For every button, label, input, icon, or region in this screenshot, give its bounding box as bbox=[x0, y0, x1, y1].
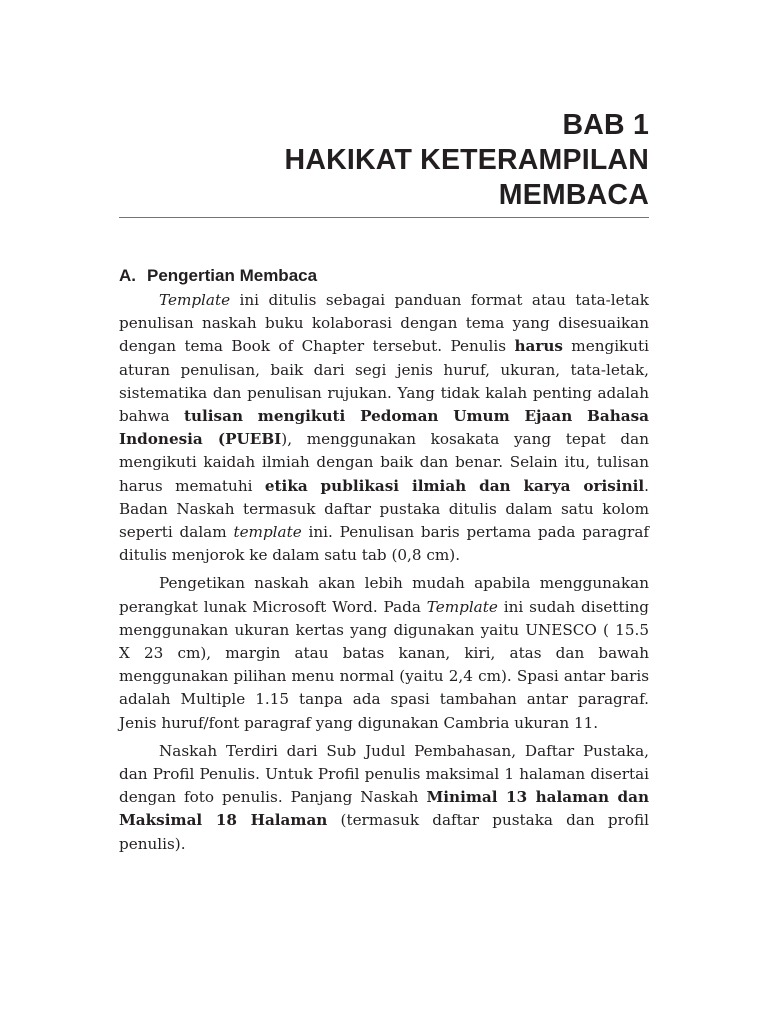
chapter-title-line-2: MEMBACA bbox=[498, 179, 649, 211]
heading-divider bbox=[119, 217, 649, 218]
p3-bold-halaman: Minimal 13 halaman dan Maksimal 18 Halaman bbox=[119, 788, 649, 830]
p1-text-d: . Badan Naskah termasuk daftar pustaka ditulis dalam satu kolom seperti dalam bbox=[119, 476, 649, 542]
p1-text-e: ini. Penulisan baris pertama pada paragraf ditulis menjorok ke dalam satu tab (0,8 cm). bbox=[119, 523, 649, 565]
paragraph-2 bbox=[119, 572, 649, 734]
p3-text-a: Naskah Terdiri dari Sub Judul Pembahasan, Daftar Pustaka, dan Profil Penulis. Untuk Profil penulis maksimal 1 halaman disertai dengan foto penulis. Panjang Naskah bbox=[119, 741, 649, 807]
p2-italic-template: Template bbox=[426, 597, 498, 616]
section-number: A. bbox=[119, 266, 136, 285]
p1-bold-puebi: tulisan mengikuti Pedoman Umum Ejaan Bahasa Indonesia (PUEBI bbox=[119, 407, 649, 449]
p1-bold-etika: etika publikasi ilmiah dan karya orisinil bbox=[264, 476, 645, 495]
p1-text-a: ini ditulis sebagai panduan format atau tata-letak penulisan naskah buku kolaborasi dengan tema yang disesuaikan dengan tema Book of Chapter tersebut. Penulis bbox=[119, 291, 649, 356]
paragraph-1 bbox=[119, 289, 649, 567]
p1-bold-harus: harus bbox=[514, 337, 563, 356]
p2-text-a: Pengetikan naskah akan lebih mudah apabila menggunakan perangkat lunak Microsoft Word. Pada bbox=[119, 574, 649, 616]
paragraph-3 bbox=[119, 740, 649, 856]
p1-italic-template-2: template bbox=[233, 523, 302, 542]
chapter-title-line-1: HAKIKAT KETERAMPILAN bbox=[284, 144, 649, 176]
body-text bbox=[119, 289, 649, 861]
section-heading bbox=[119, 264, 649, 288]
chapter-number: BAB 1 bbox=[562, 109, 649, 141]
chapter-heading bbox=[119, 108, 649, 213]
p1-text-c: ), menggunakan kosakata yang tepat dan mengikuti kaidah ilmiah dengan baik dan benar. Selain itu, tulisan harus mematuhi bbox=[119, 430, 649, 495]
p1-text-b: mengikuti aturan penulisan, baik dari segi jenis huruf, ukuran, tata-letak, sistematika dan penulisan rujukan. Yang tidak kalah penting adalah bahwa bbox=[119, 337, 650, 426]
p2-text-b: ini sudah disetting menggunakan ukuran kertas yang digunakan yaitu UNESCO ( 15.5 X 23 cm), margin atau batas kanan, kiri, atas dan bawah menggunakan pilihan menu normal (yaitu 2,4 cm). Spasi antar baris adalah Multiple 1.15 tanpa ada spasi tambahan antar paragraf. Jenis huruf/font paragraf yang digunakan Cambria ukuran 11. bbox=[119, 597, 649, 732]
p1-italic-template: Template bbox=[159, 291, 231, 309]
p3-text-b: (termasuk daftar pustaka dan profil penulis). bbox=[119, 811, 649, 853]
section-title: Pengertian Membaca bbox=[147, 266, 318, 285]
